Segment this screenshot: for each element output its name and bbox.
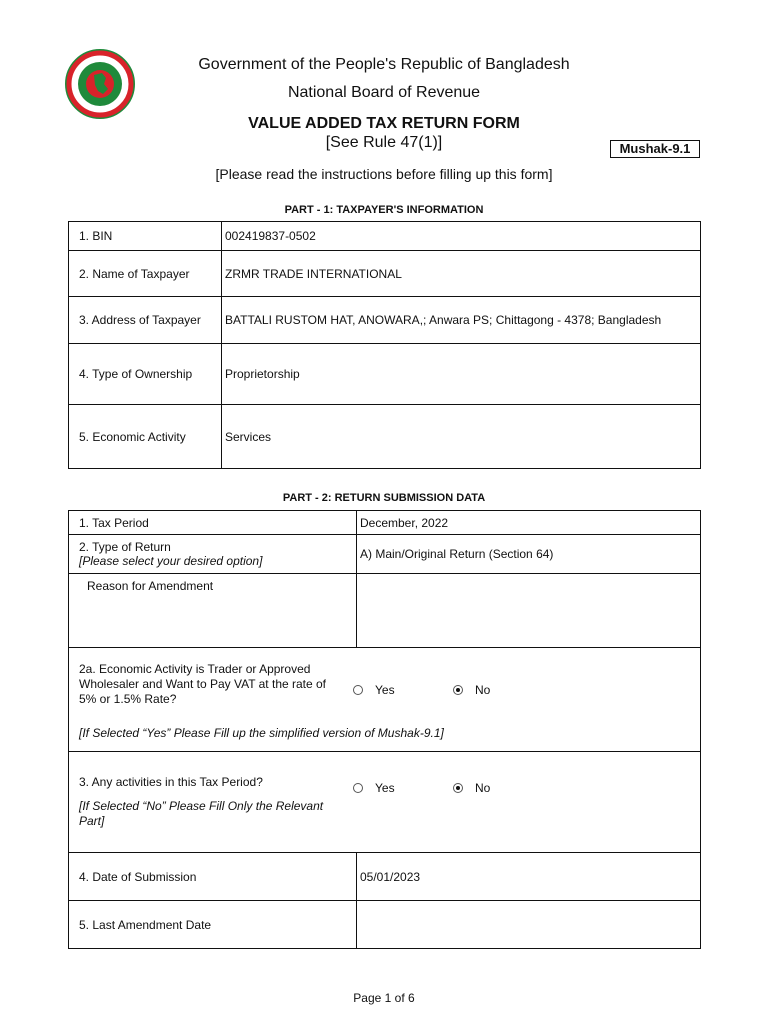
q2a-no-label: No (475, 682, 491, 697)
return-type-hint: [Please select your desired option] (79, 554, 263, 568)
q3-yes-label: Yes (375, 780, 395, 795)
table-row (69, 222, 701, 251)
table-row (69, 535, 701, 574)
economic-activity-value: Services (222, 405, 701, 469)
table-row (69, 853, 701, 901)
return-type-label-cell (69, 535, 357, 574)
table-row (69, 511, 701, 535)
submission-date-value[interactable]: 05/01/2023 (357, 853, 701, 901)
q2a-label: 2a. Economic Activity is Trader or Approved Wholesaler and Want to Pay VAT at the rate of 5% or 1.5% Rate? (79, 661, 327, 706)
q2a-no-option[interactable] (453, 683, 490, 697)
taxpayer-address-label: 3. Address of Taxpayer (69, 297, 222, 344)
economic-activity-label: 5. Economic Activity (69, 405, 222, 469)
taxpayer-address-value: BATTALI RUSTOM HAT, ANOWARA,; Anwara PS; Chittagong - 4378; Bangladesh (222, 297, 701, 344)
return-submission-table (68, 510, 701, 949)
q2a-yes-option[interactable] (353, 683, 395, 697)
q2a-yes-radio[interactable] (353, 685, 363, 695)
return-type-value[interactable]: A) Main/Original Return (Section 64) (357, 535, 701, 574)
tax-period-value: December, 2022 (357, 511, 701, 535)
q3-no-radio[interactable] (453, 783, 463, 793)
part2-title: PART - 2: RETURN SUBMISSION DATA (282, 492, 486, 504)
form-code-badge: Mushak-9.1 (610, 140, 700, 158)
amendment-reason-label: Reason for Amendment (69, 574, 357, 648)
part1-title: PART - 1: TAXPAYER'S INFORMATION (284, 204, 484, 216)
tax-period-label: 1. Tax Period (69, 511, 357, 535)
board-name: National Board of Revenue (287, 84, 481, 101)
bin-value: 002419837-0502 (222, 222, 701, 251)
q3-note: [If Selected “No” Please Fill Only the Relevant Part] (79, 798, 324, 828)
taxpayer-name-label: 2. Name of Taxpayer (69, 251, 222, 297)
taxpayer-name-value: ZRMR TRADE INTERNATIONAL (222, 251, 701, 297)
q2a-no-radio[interactable] (453, 685, 463, 695)
q2a-yes-label: Yes (375, 682, 395, 697)
q3-no-option[interactable] (453, 781, 490, 795)
table-row (69, 344, 701, 405)
q2a-note: [If Selected “Yes” Please Fill up the simplified version of Mushak-9.1] (79, 725, 444, 740)
submission-date-label: 4. Date of Submission (69, 853, 357, 901)
q3-yes-radio[interactable] (353, 783, 363, 793)
table-row (69, 574, 701, 648)
q2a-cell (69, 648, 701, 752)
instruction-text: [Please read the instructions before filling up this form] (215, 166, 553, 182)
amendment-reason-value[interactable] (357, 574, 701, 648)
q3-no-label: No (475, 780, 491, 795)
q3-cell (69, 752, 701, 853)
form-title: VALUE ADDED TAX RETURN FORM (248, 115, 520, 132)
taxpayer-info-table (68, 221, 701, 469)
ownership-type-value: Proprietorship (222, 344, 701, 405)
table-row (69, 752, 701, 853)
table-row (69, 648, 701, 752)
rule-reference: [See Rule 47(1)] (325, 134, 443, 151)
table-row (69, 405, 701, 469)
last-amendment-value[interactable] (357, 901, 701, 949)
page-number: Page 1 of 6 (353, 991, 415, 1005)
table-row (69, 901, 701, 949)
table-row (69, 297, 701, 344)
ownership-type-label: 4. Type of Ownership (69, 344, 222, 405)
q3-label: 3. Any activities in this Tax Period? (79, 774, 263, 789)
government-name: Government of the People's Republic of Bangladesh (198, 56, 570, 73)
table-row (69, 251, 701, 297)
return-type-label: 2. Type of Return (79, 540, 171, 554)
q3-yes-option[interactable] (353, 781, 395, 795)
last-amendment-label: 5. Last Amendment Date (69, 901, 357, 949)
bin-label: 1. BIN (69, 222, 222, 251)
